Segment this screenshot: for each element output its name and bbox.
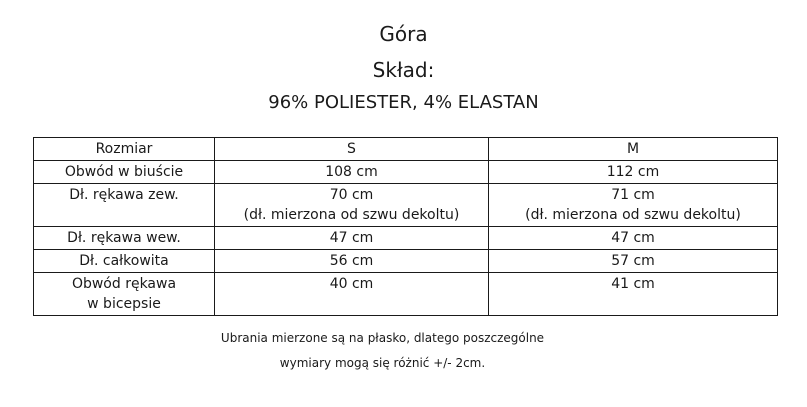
- composition-text: 96% POLIESTER, 4% ELASTAN: [268, 92, 539, 113]
- cell-s: 40 cm: [215, 273, 489, 316]
- cell-s-note: (dł. mierzona od szwu dekoltu): [243, 207, 460, 223]
- header-m: M: [489, 138, 778, 161]
- row-label: Dł. całkowita: [34, 250, 215, 273]
- header-s: S: [215, 138, 489, 161]
- cell-s: 108 cm: [215, 161, 489, 184]
- row-label: Dł. rękawa zew.: [34, 184, 215, 227]
- row-label-line2: w bicepsie: [87, 296, 161, 312]
- composition-label: Skład:: [372, 58, 435, 82]
- footnote-line1: Ubrania mierzone są na płasko, dlatego poszczególne: [220, 331, 545, 345]
- table-row: [34, 161, 778, 184]
- cell-m-note: (dł. mierzona od szwu dekoltu): [525, 207, 741, 223]
- header-size: Rozmiar: [34, 138, 215, 161]
- cell-m: 112 cm: [489, 161, 778, 184]
- size-table: [33, 137, 778, 316]
- cell-s: [215, 184, 489, 227]
- table-row: [34, 250, 778, 273]
- table-row: [34, 273, 778, 316]
- product-title: Góra: [379, 22, 428, 46]
- row-label: [34, 273, 215, 316]
- cell-s: 56 cm: [215, 250, 489, 273]
- cell-m: [489, 184, 778, 227]
- row-label: Obwód w biuście: [34, 161, 215, 184]
- cell-m: 57 cm: [489, 250, 778, 273]
- cell-s: 47 cm: [215, 227, 489, 250]
- row-label-line1: Obwód rękawa: [71, 276, 177, 292]
- table-row: [34, 227, 778, 250]
- table-header-row: [34, 138, 778, 161]
- cell-m: 41 cm: [489, 273, 778, 316]
- cell-m: 47 cm: [489, 227, 778, 250]
- row-label: Dł. rękawa wew.: [34, 227, 215, 250]
- table-row: [34, 184, 778, 227]
- cell-s-value: 70 cm: [329, 187, 374, 203]
- cell-m-value: 71 cm: [611, 187, 655, 203]
- footnote-line2: wymiary mogą się różnić +/- 2cm.: [279, 356, 486, 370]
